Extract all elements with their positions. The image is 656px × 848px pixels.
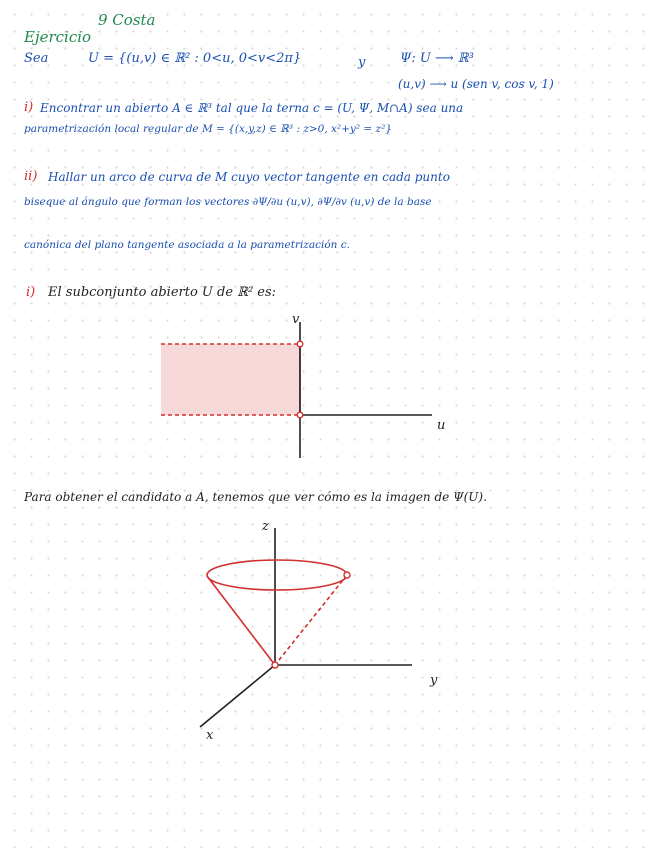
open-point-vertex	[272, 662, 278, 668]
part-ii-label: ii)	[24, 169, 38, 184]
part-ii-line3: canónica del plano tangente asociada a la parametrización c.	[24, 239, 350, 251]
exercise-number: 9 Costa	[98, 11, 156, 29]
axis-y-label: y	[430, 673, 438, 688]
axis-z-label: z	[262, 519, 269, 534]
part-i-line1: Encontrar un abierto A ∈ ℝ³ tal que la terna c = (U, Ψ, M∩A) sea una	[40, 101, 464, 115]
part-i-label: i)	[24, 100, 34, 115]
region-U-fill	[161, 344, 300, 415]
cone-rim	[207, 560, 347, 590]
open-point-rim	[344, 572, 350, 578]
statement-set-U: U = {(u,v) ∈ ℝ² : 0<u, 0<v<2π}	[88, 51, 302, 66]
figure-cone	[200, 519, 438, 743]
solution-paragraph: Para obtener el candidato a A, tenemos que ver cómo es la imagen de Ψ(U).	[24, 490, 487, 504]
axis-u-label: u	[437, 418, 446, 433]
part-ii-line2: biseque al ángulo que forman los vectores ∂Ψ/∂u (u,v), ∂Ψ/∂v (u,v) de la base	[24, 196, 432, 208]
open-point-2pi	[297, 341, 303, 347]
part-i-line2: parametrización local regular de M = {(x,y,z) ∈ ℝ³ : z>0, x²+y² = z²}	[24, 123, 392, 135]
statement-sea: Sea	[24, 51, 49, 66]
solution-i-label: i)	[26, 285, 36, 300]
open-point-origin	[297, 412, 303, 418]
statement-map: Ψ: U ⟶ ℝ³	[400, 51, 474, 66]
solution-i-text: El subconjunto abierto U de ℝ² es:	[48, 285, 277, 300]
statement-y: y	[358, 55, 366, 70]
axis-x-label: x	[206, 728, 214, 743]
exercise-title: Ejercicio	[24, 28, 92, 46]
axis-v-label: v	[292, 312, 300, 327]
part-ii-line1: Hallar un arco de curva de M cuyo vector tangente en cada punto	[48, 170, 450, 184]
statement-map-rule: (u,v) ⟶ u (sen v, cos v, 1)	[398, 77, 554, 91]
axis-x	[200, 665, 275, 727]
figure-region-U	[161, 312, 445, 458]
